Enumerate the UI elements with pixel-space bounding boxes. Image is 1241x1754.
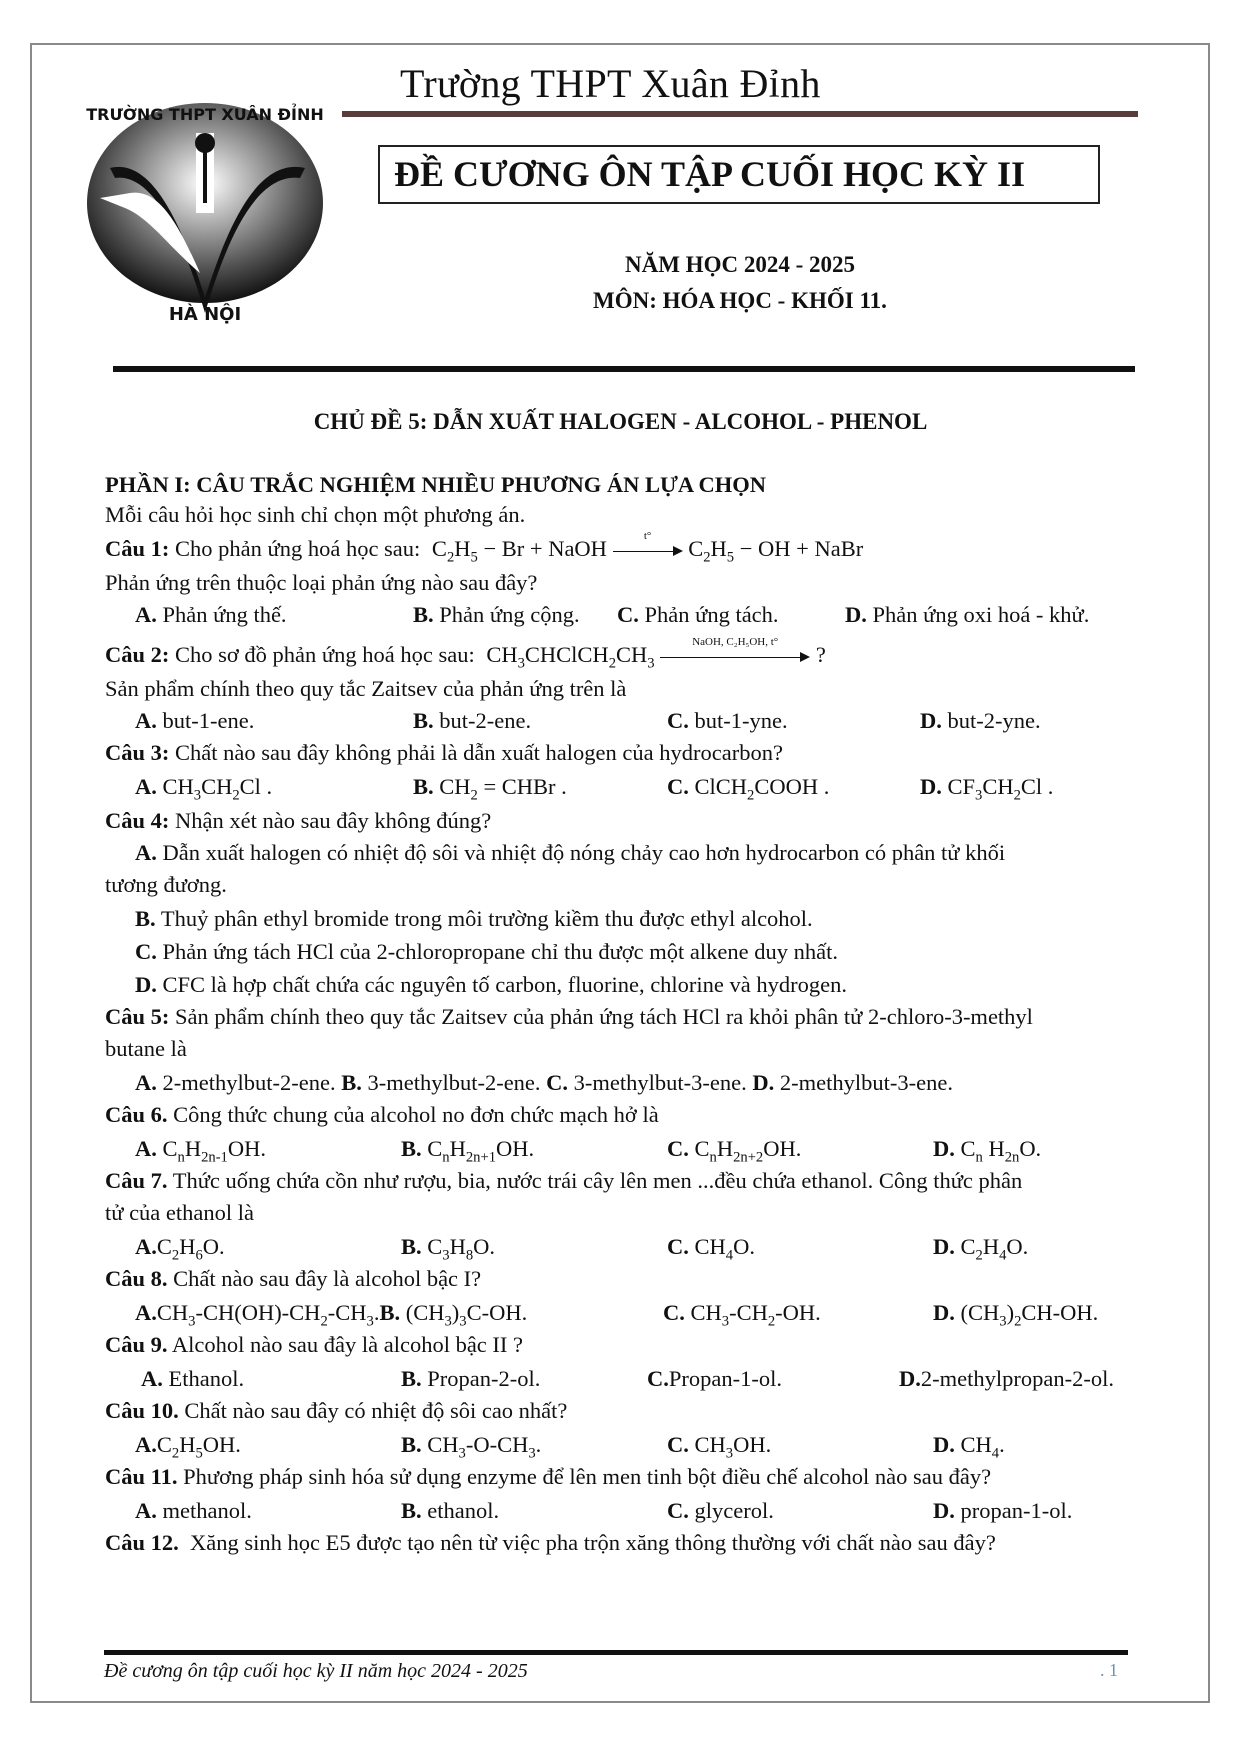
q5-option-b[interactable]: B. 3-methylbut-2-ene. [341, 1070, 541, 1095]
topic-title: CHỦ ĐỀ 5: DẪN XUẤT HALOGEN - ALCOHOL - PHENOL [313, 409, 928, 434]
q5-option-a[interactable]: A. 2-methylbut-2-ene. [135, 1070, 336, 1095]
part-instruction: Mỗi câu hỏi học sinh chỉ chọn một phương án. [105, 502, 526, 527]
q7-option-a[interactable]: $A.C_2H_6O$. [135, 1234, 225, 1264]
q11-option-a[interactable]: A. methanol. [135, 1498, 252, 1523]
school-year: NĂM HỌC 2024 - 2025 [625, 252, 855, 277]
q3-option-b[interactable]: B. $CH_2$ = CHBr . [413, 774, 567, 804]
q9-option-a[interactable]: A. Ethanol. [141, 1366, 245, 1391]
q5-options [135, 1070, 953, 1096]
q2-option-d[interactable]: D. but-2-yne. [920, 708, 1041, 733]
question-9: Câu 9. Alcohol nào sau đây là alcohol bậc II ? [105, 1332, 524, 1357]
q11-option-b[interactable]: B. ethanol. [401, 1498, 500, 1523]
question-8: Câu 8. Chất nào sau đây là alcohol bậc I? [105, 1266, 482, 1291]
q4-option-c[interactable]: C. Phản ứng tách HCl của 2-chloropropane chỉ thu được một alkene duy nhất. [135, 939, 838, 964]
q10-option-c[interactable]: C. $CH_3OH$. [667, 1432, 772, 1462]
question-5: Câu 5: Sản phẩm chính theo quy tắc Zaitsev của phản ứng tách HCl ra khỏi phân tử 2-chloro-3-methyl [105, 1004, 1033, 1029]
q5-option-d[interactable]: D. 2-methylbut-3-ene. [752, 1070, 953, 1095]
q1-option-c[interactable]: C. Phản ứng tách. [617, 602, 779, 627]
question-1-line2: Phản ứng trên thuộc loại phản ứng nào sau đây? [105, 570, 538, 595]
q11-option-c[interactable]: C. glycerol. [667, 1498, 774, 1523]
q6-option-a[interactable]: A. $C_nH_{2n-1}OH$. [135, 1136, 266, 1166]
q3-option-a[interactable]: A. $CH_3CH_2Cl$ . [135, 774, 273, 804]
q9-option-d[interactable]: D.2-methylpropan-2-ol. [899, 1366, 1114, 1391]
q7-option-b[interactable]: B. $C_3H_8O$. [401, 1234, 496, 1264]
question-7-line2: tử của ethanol là [105, 1200, 255, 1225]
page-number: . 1 [1100, 1660, 1118, 1680]
question-1: Câu 1: Cho phản ứng hoá học sau: $C_2H_5 - Br$ + NaOH t° $C_2H_5$ − OH + NaBr [105, 529, 864, 566]
question-6: Câu 6. Công thức chung của alcohol no đơn chức mạch hở là [105, 1102, 659, 1127]
q10-option-d[interactable]: D. $CH_4$. [933, 1432, 1005, 1462]
q3-option-c[interactable]: C. ClCH$_2$COOH . [667, 774, 830, 804]
q2-option-a[interactable]: A. but-1-ene. [135, 708, 255, 733]
q8-option-c[interactable]: C. $CH_3-CH_2-OH$. [663, 1300, 821, 1330]
q3-option-d[interactable]: D. $CF_3CH_2Cl$ . [920, 774, 1054, 804]
school-underline [342, 111, 1138, 117]
q1-option-d[interactable]: D. Phản ứng oxi hoá - khử. [845, 602, 1090, 627]
q4-option-d[interactable]: D. CFC là hợp chất chứa các nguyên tố carbon, fluorine, chlorine và hydrogen. [135, 972, 848, 997]
q5-option-c[interactable]: C. 3-methylbut-3-ene. [546, 1070, 747, 1095]
q4-option-a[interactable]: A. Dẫn xuất halogen có nhiệt độ sôi và nhiệt độ nóng chảy cao hơn hydrocarbon có phân tử khối [135, 840, 1006, 865]
question-7: Câu 7. Thức uống chứa cồn như rượu, bia, nước trái cây lên men ...đều chứa ethanol. Công thức phân [105, 1168, 1023, 1193]
question-10: Câu 10. Chất nào sau đây có nhiệt độ sôi cao nhất? [105, 1398, 568, 1423]
document-title: ĐỀ CƯƠNG ÔN TẬP CUỐI HỌC KỲ II [378, 145, 1100, 204]
question-4: Câu 4: Nhận xét nào sau đây không đúng? [105, 808, 492, 833]
subject-line: MÔN: HÓA HỌC - KHỐI 11. [593, 288, 887, 313]
q8-option-d[interactable]: D. $(CH_3)_2CH-OH$. [933, 1300, 1099, 1330]
q1-option-a[interactable]: A. Phản ứng thế. [135, 602, 287, 627]
q1-option-b[interactable]: B. Phản ứng cộng. [413, 602, 580, 627]
q4-option-b[interactable]: B. Thuỷ phân ethyl bromide trong môi trường kiềm thu được ethyl alcohol. [135, 906, 813, 931]
part-title: PHẦN I: CÂU TRẮC NGHIỆM NHIỀU PHƯƠNG ÁN LỰA CHỌN [105, 472, 767, 497]
q9-option-c[interactable]: C.Propan-1-ol. [647, 1366, 782, 1391]
q7-option-c[interactable]: C. $CH_4O$. [667, 1234, 755, 1264]
question-3: Câu 3: Chất nào sau đây không phải là dẫn xuất halogen của hydrocarbon? [105, 740, 783, 765]
q4-option-a-cont: tương đương. [105, 872, 227, 897]
q11-option-d[interactable]: D. propan-1-ol. [933, 1498, 1073, 1523]
question-2-line2: Sản phẩm chính theo quy tắc Zaitsev của phản ứng trên là [105, 676, 627, 701]
q6-option-c[interactable]: C. $C_nH_{2n+2}OH$. [667, 1136, 802, 1166]
q9-option-b[interactable]: B. Propan-2-ol. [401, 1366, 541, 1391]
q6-option-d[interactable]: D. $C_n$ $H_{2n}O$. [933, 1136, 1042, 1166]
q8-option-a-b[interactable]: $A.CH_3-CH(OH)-CH_2-CH_3.B$. $(CH_3)_3C-OH$. [135, 1300, 528, 1330]
question-2: Câu 2: Cho sơ đồ phản ứng hoá học sau: $CH_3CHClCH_2CH_3$ NaOH, C₂H₅OH, t° ? [105, 635, 826, 672]
q2-option-c[interactable]: C. but-1-yne. [667, 708, 788, 733]
header-divider [113, 366, 1135, 372]
logo-bottom-text: HÀ NỘI [168, 304, 242, 325]
question-5-line2: butane là [105, 1036, 187, 1061]
q7-option-d[interactable]: D. $C_2H_4O$. [933, 1234, 1029, 1264]
q10-option-b[interactable]: B. $CH_3-O-CH_3$. [401, 1432, 542, 1462]
footer-text: Đề cương ôn tập cuối học kỳ II năm học 2024 - 2025 [104, 1660, 528, 1682]
q2-option-b[interactable]: B. but-2-ene. [413, 708, 532, 733]
logo-top-text: TRƯỜNG THPT XUÂN ĐỈNH [86, 105, 324, 124]
question-11: Câu 11. Phương pháp sinh hóa sử dụng enzyme để lên men tinh bột điều chế alcohol nào sau đây? [105, 1464, 992, 1489]
footer-divider [104, 1650, 1128, 1655]
question-12: Câu 12. Xăng sinh học E5 được tạo nên từ việc pha trộn xăng thông thường với chất nào sau đây? [105, 1530, 996, 1555]
q6-option-b[interactable]: B. $C_nH_{2n+1}OH$. [401, 1136, 535, 1166]
q10-option-a[interactable]: $A.C_2H_5OH$. [135, 1432, 241, 1462]
school-name: Trường THPT Xuân Đỉnh [400, 61, 821, 106]
